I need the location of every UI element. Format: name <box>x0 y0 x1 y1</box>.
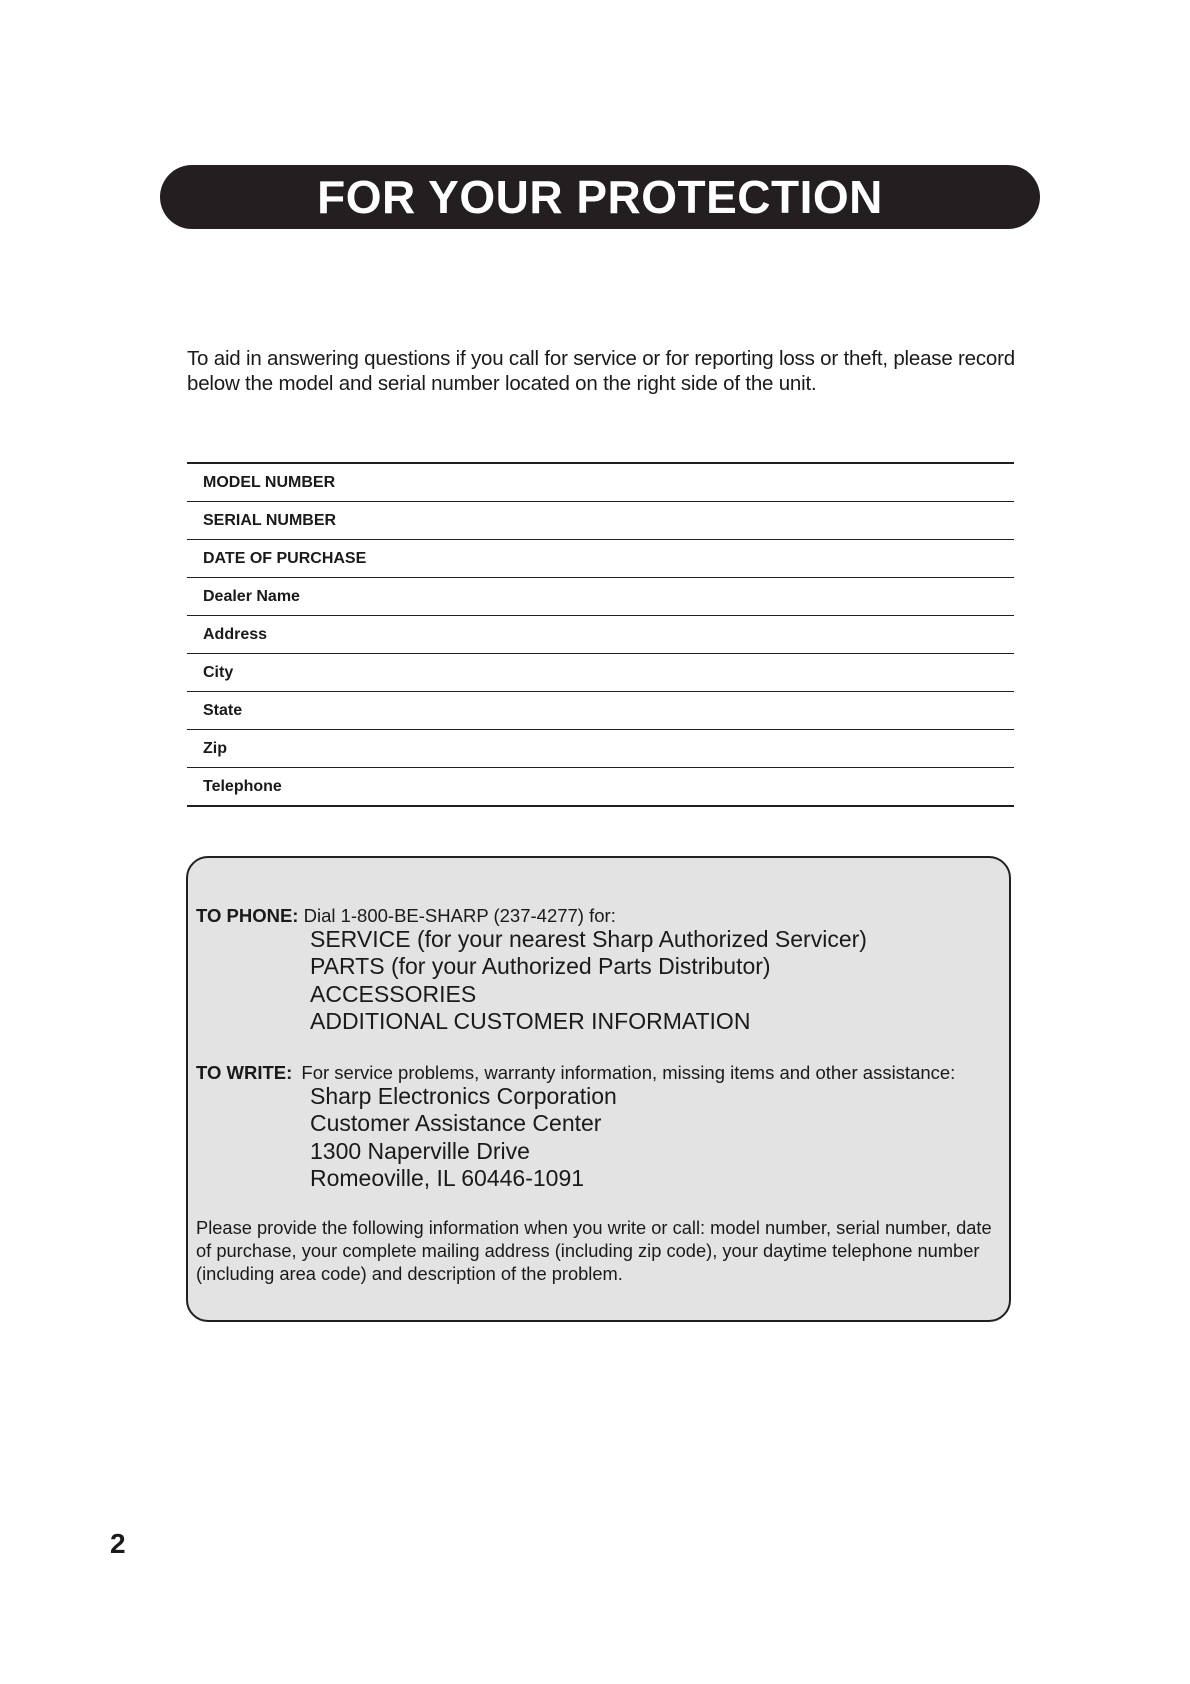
phone-item-additional-info: ADDITIONAL CUSTOMER INFORMATION <box>310 1007 751 1034</box>
record-row-zip: Zip <box>187 730 1014 768</box>
write-address-list <box>310 1083 617 1192</box>
closing-paragraph: Please provide the following information when you write or call: model number, serial number, date of purchase, your complete mailing address (including zip code), your daytime telephone number (including area code) and description of the problem. <box>196 1217 992 1284</box>
page-number: 2 <box>110 1528 126 1559</box>
phone-item-service: SERVICE (for your nearest Sharp Authorized Servicer) <box>310 926 867 952</box>
phone-item-parts: PARTS (for your Authorized Parts Distributor) <box>310 953 771 980</box>
phone-items-list <box>310 926 867 1035</box>
address-line-center: Customer Assistance Center <box>310 1110 602 1137</box>
address-line-company: Sharp Electronics Corporation <box>310 1083 617 1109</box>
phone-line <box>196 905 616 927</box>
record-table <box>187 462 1014 807</box>
record-row-telephone: Telephone <box>203 777 282 795</box>
record-row-city: City <box>187 654 1014 692</box>
write-label: TO WRITE: <box>196 1062 293 1083</box>
phone-label: TO PHONE: <box>196 905 299 926</box>
title-banner <box>160 165 1040 229</box>
intro-paragraph: To aid in answering questions if you call for service or for reporting loss or theft, please record below the model and serial number located on the right side of the unit. <box>187 346 1015 395</box>
record-row-state: State <box>187 692 1014 730</box>
record-row-dealer-name: Dealer Name <box>187 578 1014 616</box>
record-row-model-number: MODEL NUMBER <box>187 464 1014 502</box>
write-text: For service problems, warranty information, missing items and other assistance: <box>301 1062 956 1083</box>
address-line-street: 1300 Naperville Drive <box>310 1137 530 1164</box>
contact-box <box>186 856 1011 1322</box>
phone-text: Dial 1-800-BE-SHARP (237-4277) for: <box>303 905 616 926</box>
record-row-address: Address <box>187 616 1014 654</box>
phone-item-accessories: ACCESSORIES <box>310 980 477 1007</box>
record-row-serial-number: SERIAL NUMBER <box>187 502 1014 540</box>
record-row-date-of-purchase: DATE OF PURCHASE <box>187 540 1014 578</box>
address-line-city: Romeoville, IL 60446-1091 <box>310 1164 585 1191</box>
write-line <box>196 1062 955 1084</box>
page-title: FOR YOUR PROTECTION <box>317 171 883 223</box>
